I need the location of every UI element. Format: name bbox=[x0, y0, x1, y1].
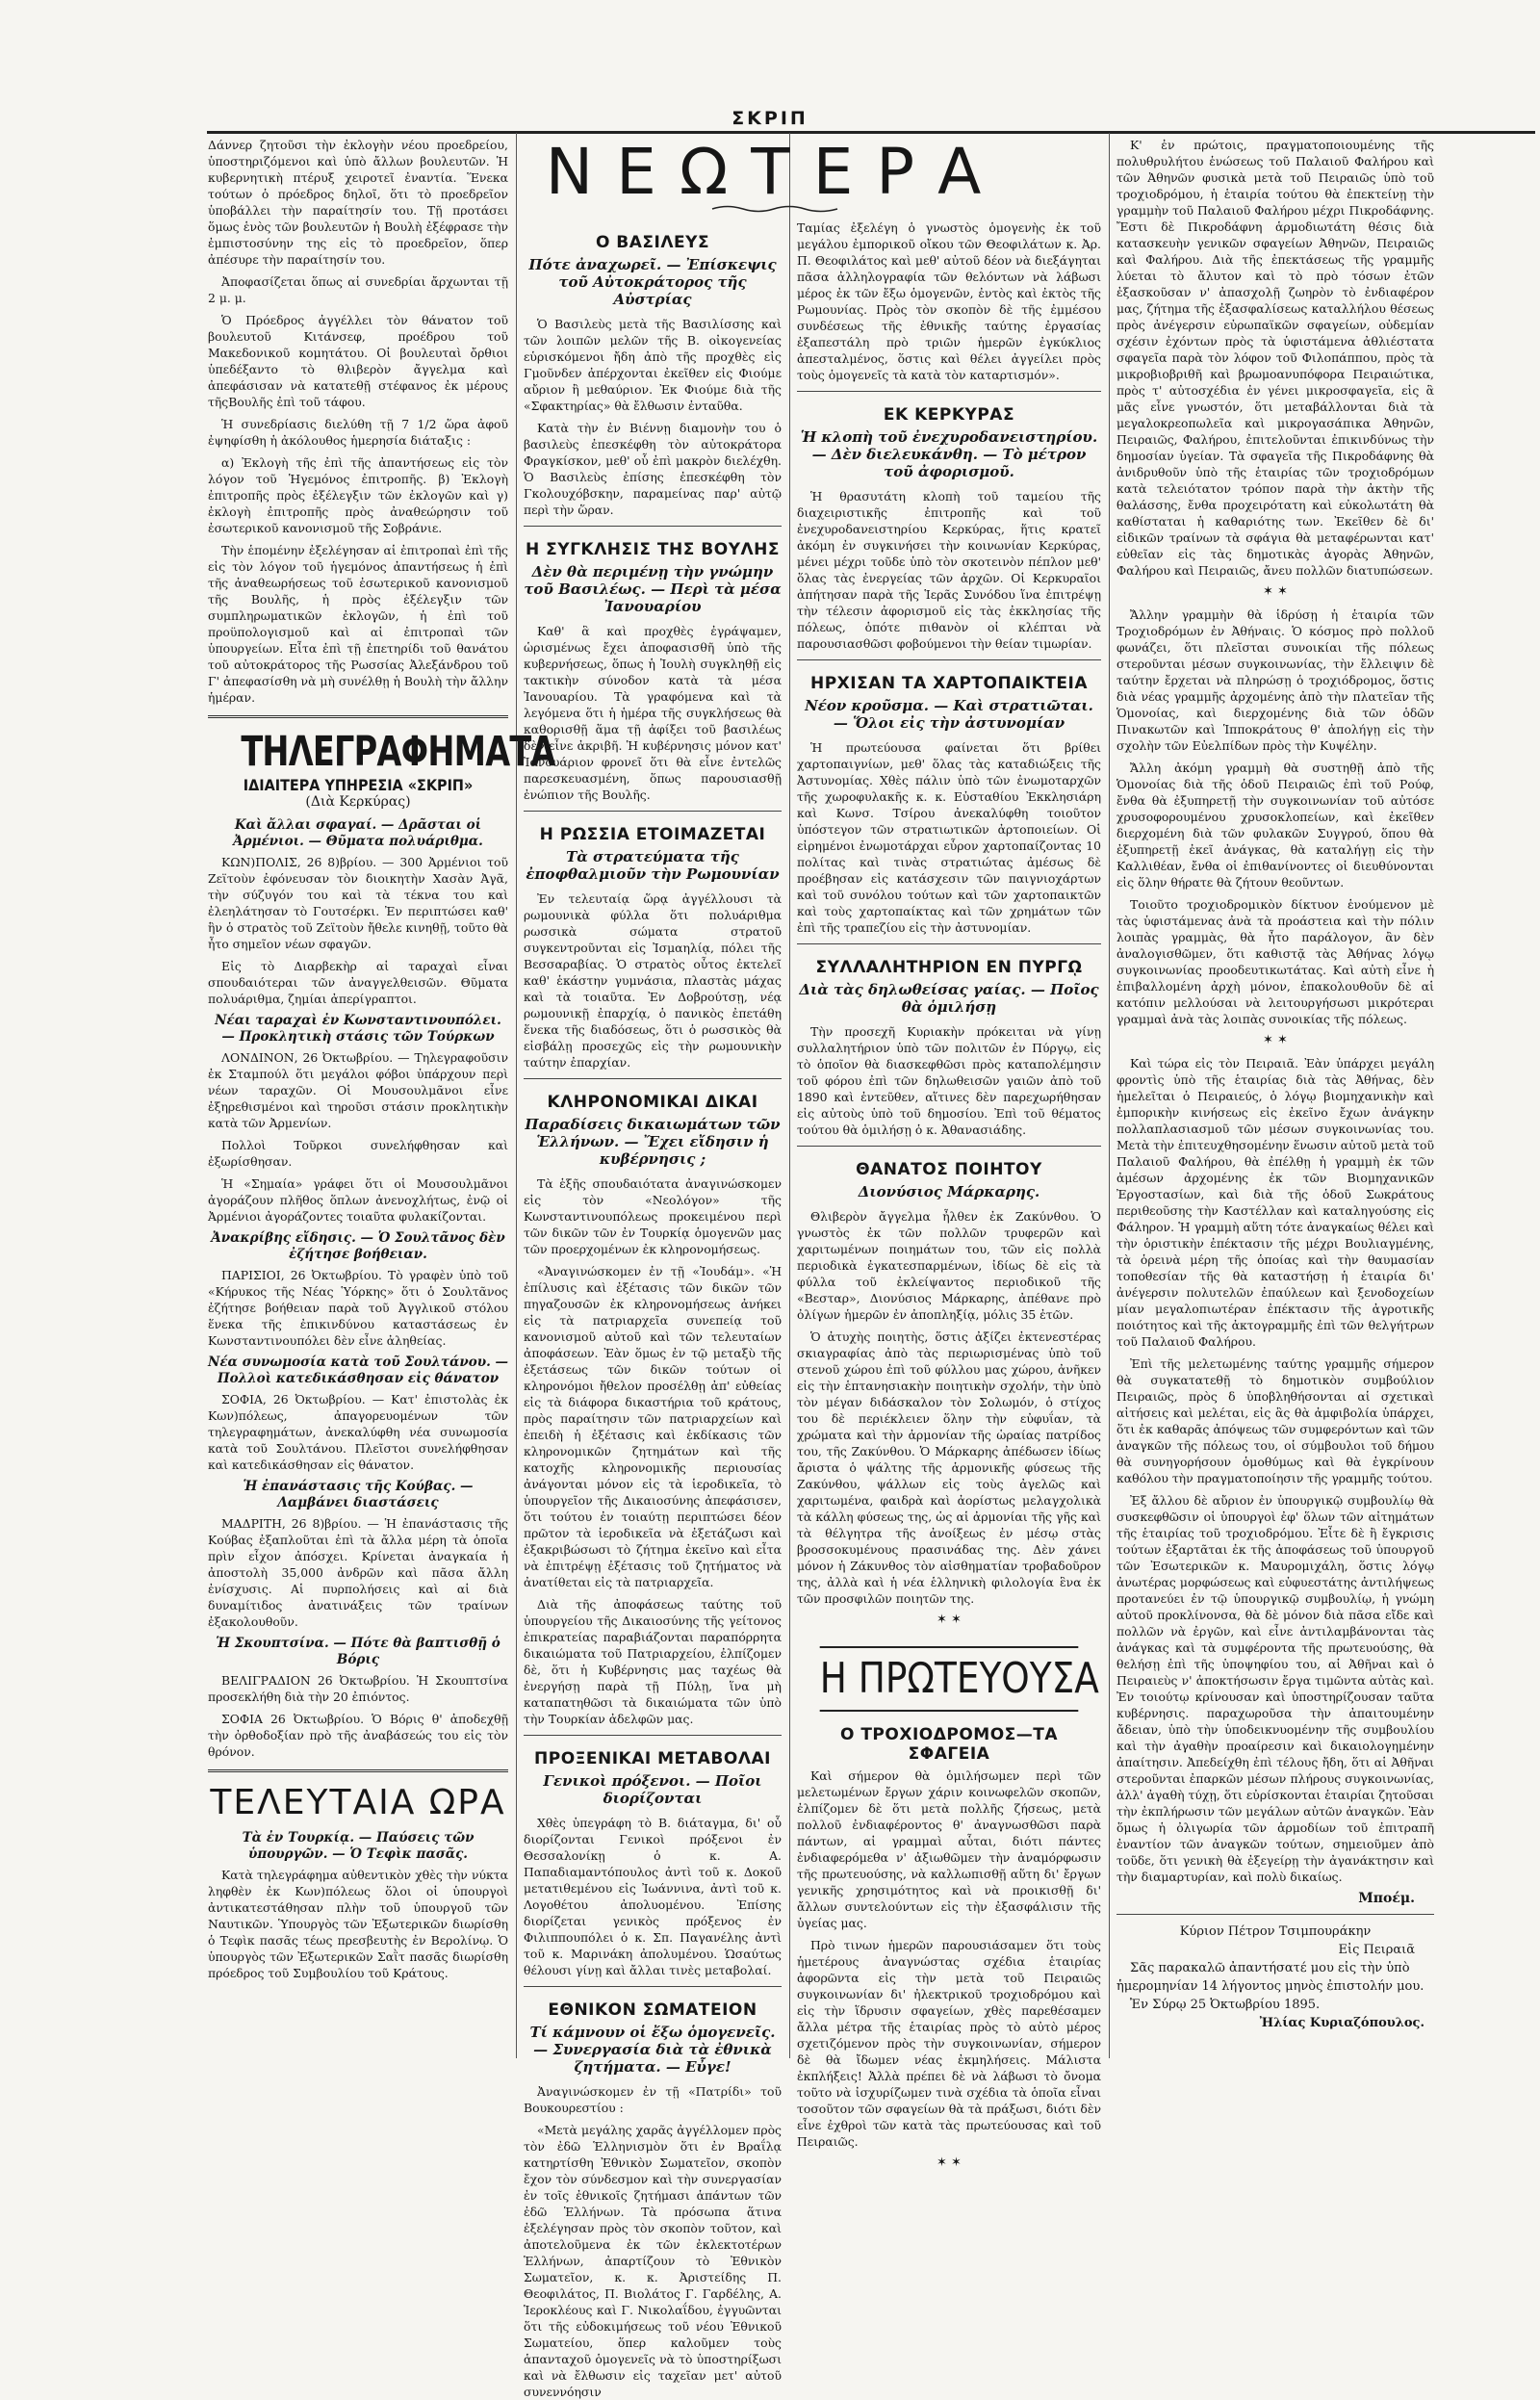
section-heading: ΗΡΧΙΣΑΝ ΤΑ ΧΑΡΤΟΠΑΙΚΤΕΙΑ bbox=[809, 674, 1089, 693]
subheading: Παραδίσεις δικαιωμάτων τῶν Ἑλλήνων. — Ἔχει εἴδησιν ἡ κυβέρνησις ; bbox=[525, 1116, 781, 1168]
column-3 bbox=[797, 219, 1101, 2170]
ornament-stars: ✶ ✶ bbox=[1263, 584, 1288, 599]
article-paragraph: ΣΟΦΙΑ, 26 Ὀκτωβρίου. — Κατ' ἐπιστολὰς ἐκ Κων)πόλεως, ἀπαγορευομένων τῶν τηλεγραφημάτων, ἀνεκαλύφθη νέα συνωμοσία κατὰ τοῦ Σουλτάνου. Πλεῖστοι συνελήφθησαν καὶ κατεδικάσθησαν εἰς θάνατον. bbox=[208, 1392, 508, 1472]
article-paragraph: Ἄλλην γραμμὴν θὰ ἱδρύσῃ ἡ ἑταιρία τῶν Τροχιοδρόμων ἐν Ἀθήναις. Ὁ κόσμος πρὸ πολλοῦ φωνάζει, ὅτι πλεῖσται συνοικίαι τῆς πόλεως στεροῦνται μέσων συγκοινωνίας, τὴν ἔλλειψιν δὲ ταύτην ἔρχεται νὰ πληρώσῃ ὁ τροχιόδρομος, ὅστις διὰ νέας γραμμῆς ἀρχομένης ἀπὸ τὴν πλατεῖαν τῆς Ὁμονοίας, καὶ διερχομένης διὰ τῶν ὁδῶν Πινακωτῶν καὶ Ἱπποκράτους θ' ἀπολήγῃ εἰς τὴν σχολὴν τῶν Εὐελπίδων πρὸς τὴν Κυψέλην. bbox=[1116, 607, 1434, 753]
running-head: ΣΚΡΙΠ bbox=[732, 108, 808, 129]
masthead-rule bbox=[207, 131, 1535, 134]
article-paragraph: Κατὰ τὴν ἐν Βιέννῃ διαμονὴν του ὁ βασιλεὺς ἐπεσκέφθη τὸν αὐτοκράτορα Φραγκίσκον, μεθ' οὗ ἐπὶ μακρὸν διελέχθη. Ὁ Βασιλεὺς ἐπίσης ἐπεσκέφθη τὸν Γκολουχόβσκην, παραμείνας παρ' αὐτῷ περὶ τὴν ὥραν. bbox=[524, 421, 782, 517]
article-paragraph: Ὁ Βασιλεὺς μετὰ τῆς Βασιλίσσης καὶ τῶν λοιπῶν μελῶν τῆς Β. οἰκογενείας εὑρισκόμενοι ἤδη ἀπὸ τῆς προχθὲς εἰς Γμοῦνδεν ἀπέρχονται ἐκεῖθεν εἰς Φιούμε αὔριον ἢ μεθαύριον. Ἐκ Φιούμε διὰ τῆς «Σφακτηρίας» θὰ ἔλθωσιν ἐνταῦθα. bbox=[524, 317, 782, 413]
section-heading: Ο ΒΑΣΙΛΕΥΣ bbox=[595, 233, 710, 252]
subheading: Ἡ Σκουπτσίνα. — Πότε θὰ βαπτισθῇ ὁ Βόρις bbox=[216, 1636, 500, 1667]
author-signature: Μποέμ. bbox=[1358, 1891, 1415, 1906]
section-rule bbox=[524, 1078, 782, 1079]
section-rule bbox=[1116, 1914, 1434, 1915]
telegraphs-via: (Διὰ Κερκύρας) bbox=[305, 794, 411, 810]
subheading: Καὶ ἄλλαι σφαγαί. — Δρᾶσται οἱ Ἀρμένιοι. — Θῦματα πολυάριθμα. bbox=[233, 817, 483, 849]
article-paragraph: ΚΩΝ)ΠΟΛΙΣ, 26 8)βρίου. — 300 Ἀρμένιοι τοῦ Ζεϊτοὺν ἐφόνευσαν τὸν διοικητὴν Χασὰν Ἀγᾶ, τὴν σύζυγόν του καὶ τὰ τέκνα του καὶ ἐλεηλάτησαν τὸ Γουτσέρκι. Ἐν περιπτώσει καθ' ἣν ὁ στρατὸς τοῦ Ζεϊτοὺν ἤθελε κινηθῇ, τοῦτο θὰ ἦτο σημεῖον νέων σφαγῶν. bbox=[208, 855, 508, 951]
article-paragraph: Θλιβερὸν ἄγγελμα ἦλθεν ἐκ Ζακύνθου. Ὁ γνωστὸς ἐκ τῶν πολλῶν τρυφερῶν καὶ χαριτωμένων ποιημάτων του, τῶν εἰς πολλὰ περιοδικὰ ἐγκατεσπαρμένων, ἰδίως δὲ εἰς τὰ φύλλα τοῦ ἐκλείψαντος περιοδικοῦ τῆς «Βεσταρ», Διονύσιος Μάρκαρης, ἀπέθανε πρὸ ὀλίγων ἡμερῶν ἐν ἀποπληξίᾳ, μόλις 35 ἐτῶν. bbox=[797, 1209, 1101, 1322]
section-heading: Η ΣΥΓΚΛΗΣΙΣ ΤΗΣ ΒΟΥΛΗΣ bbox=[526, 540, 780, 559]
article-paragraph: «Ἀναγινώσκομεν ἐν τῇ «Ἰουδάμ». «Ἡ ἐπίλυσις καὶ ἐξέτασις τῶν δικῶν τῶν πηγαζουσῶν ἐκ κληρονομήσεως ἀνήκει εἰς τὰ πατριαρχεῖα συνεπείᾳ τοῦ κανονισμοῦ αὐτοῦ καὶ τῶν τελευταίων ἀποφάσεων. Ἐὰν ὅμως ἐν τῷ μεταξὺ τῆς ἐξετάσεως τῶν δικῶν τούτων οἱ κληρονόμοι ἤθελον προσέλθῃ ἀπ' εὐθείας εἰς τὰ διάφορα δικαστήρια τοῦ κράτους, πρὸς παραίτησιν τῶν πατριαρχείων καὶ ἐπειδὴ ἡ ἐξέτασις καὶ ἐκδίκασις τῶν κληρονομικῶν ζητημάτων καὶ τῆς κατοχῆς κληρονομικῆς περιουσίας ἀνάγονται μόνον εἰς τὰ ἱεροδικεῖα, τὸ ὑπουργεῖον τῆς Δικαιοσύνης ἀπεφάσισεν, ὅτι τούτου ἐν τοιαύτῃ περιπτώσει δέον πρῶτον τὰ ἱεροδικεῖα νὰ ἐξετάζωσι καὶ ἐξακριβώσωσι τὸ ζήτημα ἐκεῖνο καὶ εἶτα νὰ ἐπιτρέψῃ ἐξέτασις τοῦ ζητήματος νὰ ἀνατίθεται εἰς τὰ πατριαρχεῖα. bbox=[524, 1264, 782, 1589]
lasthour-title: ΤΕΛΕΥΤΑΙΑ ΩΡΑ bbox=[210, 1783, 506, 1822]
article-paragraph: Ἡ συνεδρίασις διελύθη τῇ 7 1/2 ὥρα ἀφοῦ ἐψηφίσθη ἡ ἀκόλουθος ἡμερησία διάταξις : bbox=[208, 417, 508, 448]
article-paragraph: ΠΑΡΙΣΙΟΙ, 26 Ὀκτωβρίου. Τὸ γραφὲν ὑπὸ τοῦ «Κήρυκος τῆς Νέας Ὑόρκης» ὅτι ὁ Σουλτᾶνος ἐζήτησε βοήθειαν παρὰ τοῦ Ἀγγλικοῦ στόλου ἕνεκα τῆς ἐπικινδύνου καταστάσεως ἐν Κωνσταντινουπόλει δὲν εἶνε ἀληθείας. bbox=[208, 1268, 508, 1348]
column-rule bbox=[789, 133, 790, 2058]
article-paragraph: Χθὲς ὑπεγράφη τὸ Β. διάταγμα, δι' οὗ διορίζονται Γενικοὶ πρόξενοι ἐν Θεσσαλονίκῃ ὁ κ. Α. Παπαδιαμαντόπουλος ἀντὶ τοῦ κ. Δοκοῦ μετατιθεμένου εἰς Ἰωάννινα, ἀντὶ τοῦ κ. Λογοθέτου ἀπολυομένου. Ἐπίσης διορίζεται γενικὸς πρόξενος ἐν Φιλιππουπόλει ὁ κ. Σπ. Παγανέλης ἀντὶ τοῦ κ. Μαρινάκη ἀπολυμένου. Ὡσαύτως θέλουσι γίνῃ καὶ ἄλλαι τινὲς μεταβολαί. bbox=[524, 1816, 782, 1977]
ornament-stars: ✶ ✶ bbox=[937, 2155, 962, 2170]
subheading: Τί κάμνουν οἱ ἔξω ὁμογενεῖς. — Συνεργασία διὰ τὰ ἐθνικὰ ζητήματα. — Εὖγε! bbox=[529, 2024, 776, 2076]
article-paragraph: Πολλοὶ Τοῦρκοι συνελήφθησαν καὶ ἐξωρίσθησαν. bbox=[208, 1138, 508, 1169]
column-2 bbox=[524, 219, 782, 2399]
article-paragraph: Ταμίας ἐξελέγη ὁ γνωστὸς ὁμογενὴς ἐκ τοῦ μεγάλου ἐμπορικοῦ οἴκου τῶν Θεοφιλάτων κ. Ἀρ. Π. Θεοφιλάτος καὶ μεθ' αὐτοῦ δέον νὰ διεξάγηται πᾶσα ἀλληλογραφία τῶν θελόντων νὰ λάβωσι μέρος ἐκ τῶν ἔξω ὁμογενῶν, ἐντὸς καὶ ἐκτὸς τῆς Ρωμουνίας. Πρὸς τὸν σκοπὸν δὲ τῆς ἐμμέσου συνδέσεως τῆς ἐθνικῆς ταύτης ἐργασίας ἐξαπεστάλη πρὸ τριῶν ἡμερῶν ἐγκύκλιος ἀπεσταλμένος, ὅστις καὶ θέλει ἀγγείλει πρὸς τοὺς ὁμογενεῖς τὰ κατὰ τὸν καταρτισμόν». bbox=[797, 220, 1101, 382]
section-heading: ΕΘΝΙΚΟΝ ΣΩΜΑΤΕΙΟΝ bbox=[548, 2000, 757, 2020]
article-paragraph: Πρὸ τινων ἡμερῶν παρουσιάσαμεν ὅτι τοὺς ἡμετέρους ἀναγνώστας σχέδια ἑταιρίας ἀφορῶντα εἰς τὴν μετὰ τοῦ Πειραιῶς συγκοινωνίαν δι' ἠλεκτρικοῦ τροχιοδρόμου καὶ εἰς τὴν ἵδρυσιν σφαγείων, χθὲς παρεθέσαμεν ἄλλα μέτρα τῆς ἑταιρίας πρὸς τὸ αὐτὸ μέρος σχετιζόμενον πρὸς τὴν συγκοινωνίαν, σήμερον δὲ θὰ ἴδωμεν νέας ἐκμηλήσεις. Μάλιστα ἐκπλήξεις! Ἀλλὰ πρέπει δὲ νὰ λάβωσι τὸ ὄνομα τοῦτο νὰ ἰσχυρίζωμεν τινὰ σχέδια τὰ ὁποῖα εἶναι τοσοῦτον τῶν σφαγείων θὰ τὰ πράξωσι, διότι δὲν εἶνε ἐχθροὶ τῶν κατὰ τὰς πρωτεύουσας καὶ τοῦ Πειραιῶς. bbox=[797, 1938, 1101, 2149]
article-paragraph: α) Ἐκλογὴ τῆς ἐπὶ τῆς ἀπαντήσεως εἰς τὸν λόγον τοῦ Ἡγεμόνος ἐπιτροπῆς. β) Ἐκλογὴ ἐπιτροπῆς πρὸς ἐξέλεγξιν τῶν ἐκλογῶν καὶ γ) ἐκλογὴ ἐπιτροπῆς πρὸς ἀναθεώρησιν τοῦ ἐσωτερικοῦ κανονισμοῦ τῆς Σοβράνιε. bbox=[208, 455, 508, 535]
article-paragraph: Ὁ Πρόεδρος ἀγγέλλει τὸν θάνατον τοῦ βουλευτοῦ Κιτάνσεφ, προέδρου τοῦ Μακεδονικοῦ κομητάτου. Οἱ βουλευταὶ ὄρθιοι ὑπεδέξαντο τὸ θλιβερὸν ἄγγελμα καὶ ἀπεφάσισαν νὰ κατατεθῇ στέφανος ἐκ μέρους τῆςΒουλῆς ἐπὶ τοῦ τάφου. bbox=[208, 313, 508, 409]
column-4 bbox=[1116, 137, 1434, 2139]
article-paragraph: Ἄλλη ἀκόμη γραμμὴ θὰ συστηθῇ ἀπὸ τῆς Ὁμονοίας διὰ τῆς ὁδοῦ Πειραιῶς ἐπὶ τοῦ Ρούφ, ἔνθα θὰ ἐξυπηρετῇ τὴν συγκοινωνίαν τοῦ αὐτόσε χρυσοφορουμένου χρυσοκλοπείων, καὶ ἐκεῖθεν διερχομένη διὰ τῶν φυλακῶν Συγγρού, ὅπου θὰ ἐξυπηρετῇ ἐκεῖ ἀνάγκας, θὰ καταλήγῃ εἰς τὴν Καλλιθέαν, ἔνθα οἱ ἐπιθανίνοντες οἱ διευθύνονται εἰς ὅλην θήρατε θὰ ζήτουν θεοῦντων. bbox=[1116, 761, 1434, 890]
column-rule bbox=[516, 133, 517, 2058]
article-paragraph: Ἡ «Σημαία» γράφει ὅτι οἱ Μουσουλμᾶνοι ἀγοράζουν πλῆθος ὅπλων ἀνενοχλήτως, ἐνῷ οἱ Ἀρμένιοι ἀγοράζοντες τοιαῦτα φυλακίζονται. bbox=[208, 1176, 508, 1224]
article-paragraph: Καὶ σήμερον θὰ ὁμιλήσωμεν περὶ τῶν μελετωμένων ἔργων χάριν κοινωφελῶν σκοπῶν, ἐλπίζομεν δὲ ὅτι μετὰ πολλῆς ζήσεως, μετὰ πολλοῦ ἐνδιαφέροντος θ' ἀναγνωσθῶσι παρὰ πάντων, αἱ γραμμαὶ αὗται, διότι πάντες ἐνδιαφερόμεθα ν' ἀξιωθῶμεν τὴν ἀναμόρφωσιν τῆς πρωτευούσης, νὰ καλλωπισθῇ αὕτη δι' ἔργων γενικῆς χρησιμότητος καὶ νὰ προικισθῇ δι' ἄλλων συντελούντων εἰς τὴν ἐξασφάλισιν τῆς ὑγείας μας. bbox=[797, 1768, 1101, 1930]
article-paragraph: Ἡ θρασυτάτη κλοπὴ τοῦ ταμείου τῆς διαχειριστικῆς ἐπιτροπῆς καὶ τοῦ ἐνεχυροδανειστηρίου Κερκύρας, ἥτις κρατεῖ ἀκόμη ἐν συγκινήσει τὴν κοινωνίαν Κερκύρας, μένει μέχρι τοῦδε ὑπὸ τὸν σκοτεινὸν πέπλον μεθ' ὅλας τὰς ἐνεργείας τῶν ἀρχῶν. Οἱ Κερκυραῖοι ἀπήτησαν παρὰ τῆς Ἱερᾶς Συνόδου ἵνα ἐπιτρέψῃ τὴν τέλεσιν ἀφορισμοῦ εἰς τὰς ἐκκλησίας τῆς πόλεως, ὁπότε πιθανὸν οἱ κλέπται νὰ παρουσιασθῶσι φοβούμενοι τὴν θείαν τιμωρίαν. bbox=[797, 489, 1101, 651]
article-paragraph: Ὁ ἀτυχὴς ποιητὴς, ὅστις ἀξίζει ἐκτενεστέρας σκιαγραφίας ἀπὸ τὰς περιωρισμένας ὑπὸ τοῦ στενοῦ χώρου ἐπὶ τοῦ φύλλου μας χώρου, ἀνῆκεν εἰς τὴν ἑπτανησιακὴν ποιητικὴν σχολήν, τὴν ὑπὸ τὸν μέγαν διδάσκαλον τὸν Σολωμόν, ὁ στίχος του δὲ περιέκλειεν ὅλην τὴν εὐφυΐαν, τὰ χρώματα καὶ τὴν ἁρμονίαν τῆς ὡραίας πατρίδος του, τῆς Ζακύνθου. Ὁ Μάρκαρης ἀπέδωσεν ἰδίως ἄριστα ὁ ψάλτης τῆς ἁρμονικῆς φύσεως τῆς Ζακύνθου, ψάλλων εἰς τοὺς ἀγελῶς καὶ χαριτωμένα, φαιδρὰ καὶ ἀορίστως μελαγχολικὰ τὰ κάλλη φύσεως της, ὡς αἱ ἀρμονίαι τῆς γῆς καὶ τὰ θέλγητρα τῆς ἀνοίξεως ἐν μέσῳ στὰς βροσσοκυμένους πρασινάδας της. Δὲν χάνει μόνον ἡ Ζάκυνθος τὸν αἰσθηματίαν τροβαδοῦρον της, ἀλλὰ καὶ ἡ νέα ἑλληνικὴ φιλολογία ἓνα ἐκ τῶν προσφιλῶν ποιητῶν της. bbox=[797, 1329, 1101, 1606]
letter-date: Ἐν Σύρῳ 25 Ὀκτωβρίου 1895. bbox=[1130, 1998, 1321, 2012]
section-divider bbox=[208, 1769, 508, 1772]
article-paragraph: Ἐν τελευταίᾳ ὥρᾳ ἀγγέλλουσι τὰ ρωμουνικὰ φύλλα ὅτι πολυάριθμα ρωσσικὰ σώματα στρατοῦ συγκεντροῦνται εἰς Ἰσμαηλίᾳ, πόλει τῆς Βεσσαραβίας. Ὁ στρατὸς οὗτος ἐκτελεῖ καθ' ἑκάστην γυμνάσια, πλαστὰς μάχας καὶ τὰ τοιαῦτα. Ἐν Δοβρούτσῃ, νέᾳ ρωμουνικῇ ἐπαρχίᾳ, ὁ πανικὸς ἐπετάθη ἕνεκα τῆς διαδόσεως, ὅτι ὁ ρωσσικὸς θὰ εἰσβάλῃ προσεχῶς εἰς τὴν ρωμουνικὴν ταύτην ἐπαρχίαν. bbox=[524, 891, 782, 1070]
subheading: Νέαι ταραχαὶ ἐν Κωνσταντινουπόλει. — Προκλητικὴ στάσις τῶν Τούρκων bbox=[215, 1013, 501, 1045]
subheading: Ἡ κλοπὴ τοῦ ἐνεχυροδανειστηρίου. — Δὲν διελευκάνθη. — Τὸ μέτρον τοῦ ἀφορισμοῦ. bbox=[800, 428, 1098, 480]
article-paragraph: Καθ' ἃ καὶ προχθὲς ἐγράψαμεν, ὡρισμένως ἔχει ἀποφασισθῆ ὑπὸ τῆς κυβερνήσεως, ὅπως ἡ Ἰουλὴ συγκληθῇ εἰς τακτικὴν σύνοδον κατὰ τὰ μέσα Ἰανουαρίου. Τὰ γραφόμενα καὶ τὰ λεγόμενα ὅτι ἡ ἡμέρα τῆς συγκλήσεως θὰ καθορισθῇ ἅμα τῇ ἀφίξει τοῦ βασιλέως δὲν εἶνε ἀκριβῆ. Ἡ κυβέρνησις μόνον κατ' Ἰανουάριον φρονεῖ ὅτι θὰ εἶνε ἐντελῶς παρεσκευασμένη, ὅπως παρουσιασθῇ ἐνώπιον τῆς Βουλῆς. bbox=[524, 624, 782, 802]
subheading: Ἀνακρίβης εἴδησις. — Ὁ Σουλτᾶνος δὲν ἐζήτησε βοήθειαν. bbox=[211, 1230, 505, 1262]
article-paragraph: Ἀποφασίζεται ὅπως αἱ συνεδρίαι ἄρχωνται τῇ 2 μ. μ. bbox=[208, 274, 508, 305]
article-paragraph: ΛΟΝΔΙΝΟΝ, 26 Ὀκτωβρίου. — Τηλεγραφοῦσιν ἐκ Σταμπούλ ὅτι μεγάλοι φόβοι ὑπάρχουν περὶ νέων ταραχῶν. Οἱ Μουσουλμᾶνοι εἶνε ἐξηρεθισμένοι καὶ τηροῦσι στάσιν προκλητικὴν κατὰ τῶν Ἀρμενίων. bbox=[208, 1050, 508, 1130]
article-paragraph: Τὴν ἑπομένην ἐξελέγησαν αἱ ἐπιτροπαὶ ἐπὶ τῆς εἰς τὸν λόγον τοῦ ἡγεμόνος ἀπαντήσεως ἡ ἐπὶ τῆς ἀναθεωρήσεως τοῦ ἐσωτερικοῦ κανονισμοῦ τῆς Βουλῆς, ἡ πρὸς ἐξέλεγξιν τῶν συμπληρωματικῶν ἐκλογῶν, ἡ ἐπὶ τοῦ προϋπολογισμοῦ καὶ αἱ ἐπιτροπαὶ τῶν ὑπουργείων. Εἶτα ἐπὶ τῇ ἐπετηρίδι τοῦ θανάτου τοῦ αὐτοκράτορος τῆς Ρωσσίας Ἀλεξάνδρου τοῦ Γ' ἀπεφασίσθη νὰ μὴ συνέλθῃ ἡ Βουλὴ τὴν ἄλλην ἡμέραν. bbox=[208, 543, 508, 705]
article-paragraph: Τὰ ἑξῆς σπουδαιότατα ἀναγινώσκομεν εἰς τὸν «Νεολόγον» τῆς Κωνσταντινουπόλεως προκειμένου περὶ τῶν δικῶν τῶν ἐν Τουρκίᾳ ὁμογενῶν μας τῶν προερχομένων ἐκ κληρονομήσεως. bbox=[524, 1176, 782, 1256]
article-paragraph: Ἐπὶ τῆς μελετωμένης ταύτης γραμμῆς σήμερον θὰ συγκατατεθῇ τὸ δημοτικὸν συμβούλιον Πειραιῶς, πρὸς δ ὑποβληθήσονται αἱ σχετικαὶ αἰτήσεις καὶ μελέται, εἰς ἃς θὰ ἀμφιβολία ὑπάρχει, ὅτι ἐκ καθαρᾶς ἀπόψεως τῶν συμφερόντων καὶ τῶν ἀναγκῶν τῆς πόλεως του, οἱ σύμβουλοι τοῦ δήμου θὰ συνηγορήσουν ὁμοθύμως καὶ θὰ ἐγκρίνουν καθόλου τὴν πραγματοποίησιν τῆς γραμμῆς τούτου. bbox=[1116, 1356, 1434, 1485]
section-rule bbox=[797, 1146, 1101, 1147]
article-paragraph: Ἡ πρωτεύουσα φαίνεται ὅτι βρίθει χαρτοπαιγνίων, μεθ' ὅλας τὰς καταδιώξεις τῆς Ἀστυνομίας. Χθὲς πάλιν ὑπὸ τῶν ἐνωμοταρχῶν τῆς χωροφυλακῆς κ. κ. Εὐσταθίου Ἐκκλησιάρη καὶ Κωνσ. Τσίρου ἀνεκαλύφθη τοιοῦτον ὑπόστεγον τῶν στρατιωτικῶν ἀρτοποιείων. Οἱ εἰρημένοι ἐνωμοτάρχαι εὗρον χαρτοπαίζοντας 10 πολίτας καὶ τινὰς στρατιώτας ἀμέσως δὲ προέβησαν εἰς κατάσχεσιν τῶν παιγνιοχάρτων καὶ τοῦ συνόλου τούτων καὶ τῶν χαρτοπαικτῶν καὶ τοὺς χαρτοπαίκτας καὶ τῶν χρημάτων τῶν ἐπὶ τῆς τραπεζίου εἰς τὴν ἀστυνομίαν. bbox=[797, 740, 1101, 935]
article-paragraph: Εἰς τὸ Διαρβεκὴρ αἱ ταραχαὶ εἶναι σπουδαιότεραι τῶν ἀναγγελθεισῶν. Θῦματα πολυάριθμα, ζημίαι ἀπερίγραπτοι. bbox=[208, 959, 508, 1006]
ornament-stars: ✶ ✶ bbox=[937, 1613, 962, 1627]
subheading: Τὰ ἐν Τουρκίᾳ. — Παύσεις τῶν ὑπουργῶν. — Ὁ Τεφὶκ πασᾶς. bbox=[242, 1830, 475, 1862]
article-paragraph: Κατὰ τηλεγράφημα αὐθεντικὸν χθὲς τὴν νύκτα ληφθὲν ἐκ Κων)πόλεως ὅλοι οἱ ὑπουργοὶ ἀντικατεστάθησαν πλὴν τοῦ ὑπουργοῦ τῶν Ναυτικῶν. Ὑπουργὸς τῶν Ἐξωτερικῶν διωρίσθη ὁ Τεφὶκ πασᾶς τέως πρεσβευτὴς ἐν Βερολίνῳ. Ὁ ὑπουργὸς τῶν Ἐξωτερικῶν Σαῒτ πασᾶς διωρίσθη πρόεδρος τοῦ Συμβουλίου τοῦ Κράτους. bbox=[208, 1868, 508, 1980]
letter-recipient: Κύριον Πέτρον Τσιμπουράκην bbox=[1179, 1924, 1372, 1939]
article-paragraph: ΣΟΦΙΑ 26 Ὀκτωβρίου. Ὁ Βόρις θ' ἀποδεχθῇ τὴν ὀρθοδοξίαν πρὸ τῆς ἀναβάσεώς του εἰς τὸν θρόνον. bbox=[208, 1712, 508, 1759]
article-paragraph: Δάννερ ζητοῦσι τὴν ἐκλογὴν νέου προεδρείου, ὑποστηριζόμενοι καὶ ὑπὸ ἄλλων βουλευτῶν. Ἡ κυβερνητικὴ πτέρυξ χειροτεῖ ἐναντία. Ἕνεκα τούτων ὁ πρόεδρος δηλοῖ, ὅτι τὸ προεδρεῖον ὑποβάλλει τὴν παραίτησίν του. Τῇ προτάσει ὅμως ἑνὸς τῶν βουλευτῶν ἡ Βουλὴ ἐξέφρασε τὴν ἐμπιστοσύνην της εἰς τὸ προεδρεῖον, ὅπερ ἀπέσυρε τὴν παραίτησίν του. bbox=[208, 138, 508, 267]
section-rule bbox=[524, 1735, 782, 1736]
ornament-flourish bbox=[712, 204, 837, 214]
ornament-stars: ✶ ✶ bbox=[1263, 1033, 1288, 1047]
article-paragraph: Τὴν προσεχῆ Κυριακὴν πρόκειται νὰ γίνῃ συλλαλητήριον ὑπὸ τῶν πολιτῶν ἐν Πύργῳ, εἰς τὸ ὁποῖον θὰ διασκεφθῶσι πρὸς καταπολέμησιν τοῦ φόρου ἐπὶ τῶν δηλωθεισῶν γαιῶν ἀπὸ τοῦ 1890 καὶ ἐντεῦθεν, αἵτινες δὲν παρεχωρήθησαν εἰς αὐτοὺς ὑπὸ τοῦ δημοσίου. Ἐπὶ τοῦ θέματος τούτου θὰ ὁμιλήσῃ ὁ κ. Ἀθανασιάδης. bbox=[797, 1024, 1101, 1137]
section-rule bbox=[797, 391, 1101, 392]
article-paragraph: ΒΕΛΙΓΡΑΔΙΟΝ 26 Ὀκτωβρίου. Ἡ Σκουπτσίνα προσεκλήθη διὰ τὴν 20 ἐπιόντος. bbox=[208, 1673, 508, 1704]
neotera-title: ΝΕΩΤΕΡΑ bbox=[545, 135, 1005, 209]
subheading: Τὰ στρατεύματα τῆς ἐποφθαλμιοῦν τὴν Ρωμουνίαν bbox=[526, 848, 780, 883]
letter-body: Σᾶς παρακαλῶ ἀπαντήσατέ μου εἰς τὴν ὑπὸ ἡμερομηνίαν 14 λήγοντος μηνὸς ἐπιστολήν μου. bbox=[1116, 1961, 1424, 1994]
section-rule bbox=[524, 526, 782, 527]
letter-place: Εἰς Πειραιᾶ bbox=[1338, 1943, 1415, 1957]
notice-letter bbox=[1116, 1923, 1434, 2032]
section-rule bbox=[524, 1986, 782, 1987]
letter-sender: Ἠλίας Κυριαζόπουλος. bbox=[1259, 2016, 1424, 2030]
section-rule bbox=[524, 811, 782, 812]
section-heading: Ο ΤΡΟΧΙΟΔΡΟΜΟΣ—ΤΑ ΣΦΑΓΕΙΑ bbox=[839, 1725, 1059, 1764]
telegraphs-title: ΤΗΛΕΓΡΑΦΗΜΑΤΑ bbox=[241, 728, 555, 776]
subheading: Δὲν θὰ περιμένῃ τὴν γνώμην τοῦ Βασιλέως. — Περὶ τὰ μέσα Ἰανουαρίου bbox=[524, 563, 782, 615]
subheading: Νέα συνωμοσία κατὰ τοῦ Σουλτάνου. — Πολλοὶ κατεδικάσθησαν εἰς θάνατον bbox=[208, 1355, 508, 1386]
article-paragraph: Διὰ τῆς ἀποφάσεως ταύτης τοῦ ὑπουργείου τῆς Δικαιοσύνης τῆς γείτονος ἐπικρατείας παραβιάζονται παραπόρρητα δικαιώματα τοῦ Πατριαρχείου, ἐλπίζομεν δὲ, ὅτι ἡ Κυβέρνησις μας ταχέως θὰ ἐνεργήσῃ παρὰ τῇ Πύλῃ, ἵνα μὴ καταπατηθῶσι τὰ δικαιώματα τῶν ὑπὸ τὴν Τουρκίαν ἀδελφῶν μας. bbox=[524, 1597, 782, 1726]
subheading: Διὰ τὰς δηλωθείσας γαίας. — Ποῖος θὰ ὁμιλήσῃ bbox=[799, 981, 1099, 1016]
section-heading: ΠΡΟΞΕΝΙΚΑΙ ΜΕΤΑΒΟΛΑΙ bbox=[534, 1749, 771, 1768]
section-heading: ΣΥΛΛΑΛΗΤΗΡΙΟΝ ΕΝ ΠΥΡΓῼ bbox=[815, 958, 1083, 977]
section-heading: ΚΛΗΡΟΝΟΜΙΚΑΙ ΔΙΚΑΙ bbox=[547, 1093, 758, 1112]
article-paragraph: Ἐξ ἄλλου δὲ αὔριον ἐν ὑπουργικῷ συμβουλίῳ θὰ συσκεφθῶσιν οἱ ὑπουργοὶ ἐφ' ὅλων τῶν αἰτημάτων τῆς ἑταιρίας τοῦ τροχιοδρόμου. Ἐἶτε δὲ ἢ ἔγκρισις τούτων ἐξαρτᾶται ἐκ τῆς ἀποφάσεως τοῦ ὑπουργοῦ τῶν Ἐσωτερικῶν κ. Μαυρομιχάλη, ὅστις λόγῳ ἀνωτέρας μορφώσεως καὶ εὐφυεστάτης ἀντιλήψεως προτανεύει ἐν τῷ ὑπουργικῷ συμβουλίῳ, ἡ γνώμη αὐτοῦ προκλίνονσα, θὰ δὲ μόνον διὰ πᾶσα εἴδε καὶ πολλῶν νὰ ἐργῶν, καὶ εἶνε ἀντιλαμβάνονται τὰς ἀνάγκας καὶ τὰ συμφέροντα τῆς πρωτευούσης, θὰ θελήσῃ ἐπὶ τῆς ὑποψηφίου του, αἱ Ἀθῆναι καὶ ὁ Πειραιεὺς ν' ἀποκτήσωσιν ἔργα τιμῶντα αὐτὰς καὶ. Ἐν τοιούτῳ κρίνουσαν καὶ ὑποστηρίζουσαν ταῦτα κυβέρνησις. παραχωροῦσα τὴν ἀπαιτουμένην ἄδειαν, ὑπὸ τὴν ὑποδεικνυομένην τῆς συμβουλίου καὶ τὴν ἀγαθὴν προαίρεσιν καὶ δικαιολογημένην ἀπαίτησιν. Ἀπεδείχθη ἐπὶ τέλους ἤδη, ὅτι αἱ Ἀθῆναι στεροῦνται ἐπαρκῶν μέσων πλήρους συγκοινωνίας, ἀλλ' ἀγαθὴ τύχῃ, ὅτι εὐρίσκονται ἑταιρίαι ζητοῦσαι τὴν ἐκπλήρωσιν τῶν μεγάλων αὐτῶν ἀναγκῶν. Ἐὰν ὅμως ἡ ὀλιγωρία τῶν ἁρμοδίων τοῦ ἐπιτραπῆ ἐναντίον τῶν ἀναγκῶν τούτων, σημειοῦμεν ἀπὸ τοῦδε, ὅτι γενικὴ θὰ ἐξεγείρῃ τὴν ἀγανάκτησιν καὶ τὴν διαμαρτυρίαν, καὶ πολὺ δικαίως. bbox=[1116, 1493, 1434, 1884]
article-paragraph: «Μετὰ μεγάλης χαρᾶς ἀγγέλλομεν πρὸς τὸν ἐδῶ Ἑλληνισμὸν ὅτι ἐν Βραΐλᾳ κατηρτίσθη Ἐθνικὸν Σωματεῖον, σκοπὸν ἔχον τὸν σύνδεσμον καὶ τὴν συνεργασίαν ἐν τοῖς ἐθνικοῖς ζητήμασι ἁπάντων τῶν ἐδῶ Ἑλλήνων. Τὰ πρόσωπα ἅτινα ἐξελέγησαν πρὸς τὸν σκοπὸν τοῦτον, καὶ ἀποτελοῦμενα ἐκ τῶν ἐκλεκτοτέρων Ἑλλήνων, ἀπαρτίζουν τὸ Ἐθνικὸν Σωματεῖον, κ. κ. Ἀριστείδης Π. Θεοφιλάτος, Π. Βιολάτος Γ. Γαρδέλης, Α. Ἱεροκλέους καὶ Γ. Νικολαΐδου, ἐγγυῶνται ὅτι τῆς εὐδοκιμήσεως τοῦ νέου Ἐθνικοῦ Σωματείου, ὅπερ καλοῦμεν τοὺς ἁπανταχοῦ ὁμογενεῖς νὰ τὸ ὑποστηρίξωσι καὶ νὰ ἔλθωσιν εἰς ταχεῖαν μετ' αὐτοῦ συνεννόησιν bbox=[524, 2123, 782, 2399]
subheading: Ἡ ἐπανάστασις τῆς Κούβας. — Λαμβάνει διαστάσεις bbox=[243, 1479, 474, 1510]
subheading: Πότε ἀναχωρεῖ. — Ἐπίσκεψις τοῦ Αὐτοκράτορος τῆς Αὐστρίας bbox=[528, 256, 777, 308]
article-paragraph: Καὶ τώρα εἰς τὸν Πειραιᾶ. Ἐὰν ὑπάρχει μεγάλη φροντὶς ὑπὸ τῆς ἑταιρίας διὰ τὰς Ἀθήνας, δὲν ἠμελεῖται ὁ Πειραιεύς, ὁ λόγῳ βιομηχανικὴν καὶ ἐμπορικὴν κινήσεως εἰς ἐκεῖνο ἔχων ἀνάγκην πολλαπλασιασμοῦ τῶν μέσων συγκοινωνίας του. Μετὰ τὴν ἐπιτευχθησομένην ἕνωσιν αὐτοῦ μετὰ τοῦ Παλαιοῦ Φαλήρου, θὰ ἐπέλθῃ ἡ γραμμὴ ἐκ τῶν ἀμέσων ἀρχομένης ἐκ τῶν Βιομηχανικῶν Ἐργοστασίων, καὶ διὰ τῆς ὁδοῦ Σωκράτους περιθεοῦσης τὴν Καστέλλαν καὶ καταληγούσης εἰς Φάληρον. Ἡ γραμμὴ αὕτη τότε ἀναγκαίως θέλει καὶ τὴν ὁριστικὴν ἐπέκτασιν τῆς μέχρι Βουλιαγμένης, τὰ ὁρεινὰ μέρη τῆς ὁποίας καὶ τὴν θαυμασίαν τοποθεσίαν τῆς θὰ καταστήσῃ ἡ ἑταιρία δι' ἀνέγερσιν πολυτελῶν ἐπαύλεων καὶ ξενοδοχείων μίαν μεγαλοπιωτέραν ἐπέκτασιν τῆς ἀγροτικῆς ποιότητος καὶ τῆς ἀκτογραμμῆς ἐπὶ τῶν θελγήτρων τοῦ Παλαιοῦ Φαλήρου. bbox=[1116, 1056, 1434, 1349]
capital-title: Η ΠΡΩΤΕΥΟΥΣΑ bbox=[820, 1646, 1079, 1712]
section-heading: Η ΡΩΣΣΙΑ ΕΤΟΙΜΑΖΕΤΑΙ bbox=[539, 825, 766, 844]
subheading: Νέον κροῦσμα. — Καὶ στρατιῶται. — Ὅλοι εἰς τὴν ἀστυνομίαν bbox=[805, 697, 1093, 732]
column-1 bbox=[208, 137, 555, 2139]
article-paragraph: Ἀναγινώσκομεν ἐν τῇ «Πατρίδι» τοῦ Βουκουρεστίου : bbox=[524, 2084, 782, 2115]
telegraphs-subtitle: ΙΔΙΑΙΤΕΡΑ ΥΠΗΡΕΣΙΑ «ΣΚΡΙΠ» bbox=[243, 776, 474, 794]
article-paragraph: Τοιοῦτο τροχιοδρομικὸν δίκτυον ἑνούμενον μὲ τὰς ὑφιστάμενας ἀνὰ τὰ προάστεια καὶ τὴν πόλιν λοιπὰς γραμμὰς, θὰ ἦτο παράλογον, ἂν δὲν ἀναλογισθῶμεν, ὅτι καθιστᾷ τὰς Ἀθήνας λόγῳ συγκοινωνίας προοδευτικωτάτας. Καὶ αὐτὴ εἶνε ἡ ἐπιβαλλομένη ἀρχὴ μόνον, ἐπακολουθοῦν δὲ αἱ κατόπιν μελλούσαι νὰ λειτουργήσωσι μικρότεραι γραμμαὶ ἀνὰ τὰς λοιπὰς συνοικίας τῆς πόλεως. bbox=[1116, 897, 1434, 1026]
section-heading: ΕΚ ΚΕΡΚΥΡΑΣ bbox=[883, 405, 1015, 425]
section-divider bbox=[208, 715, 508, 718]
subheading: Γενικοὶ πρόξενοι. — Ποῖοι διορίζονται bbox=[543, 1772, 762, 1807]
section-heading: ΘΑΝΑΤΟΣ ΠΟΙΗΤΟΥ bbox=[856, 1160, 1042, 1179]
article-paragraph: Κ' ἐν πρώτοις, πραγματοποιουμένης τῆς πολυθρυλήτου ἑνώσεως τοῦ Παλαιοῦ Φαλήρου καὶ τῶν Ἀθηνῶν φυσικὰ μετὰ τοῦ Πειραιῶς ὑπὸ τοῦ τροχιοδρόμου, ἡ ἑταιρία τούτου θὰ ἐπεκτείνῃ τὴν γραμμὴν τοῦ Παλαιοῦ Φαλήρου μέχρι Πικροδάφνης. Ἔστι δὲ Πικροδάφνη ἁρμοδιωτάτη θέσις διὰ κατασκευὴν γενικῶν σφαγείων Ἀθηνῶν, Πειραιῶς καὶ Φαλήρου. Διὰ τῆς ἐπεκτάσεως τῆς γραμμῆς λύεται τὸ ἄλυτον καὶ τὸ πρὸ τόσων ἐτῶν ἐξασκοῦσαν ν' ἀπασχολῇ ζωηρὸν τὸ ἐνδιαφέρον μας, ζήτημα τῆς ἐξασφαλίσεως καταλλήλου θέσεως πρὸς ἀνέγερσιν εὐρωπαϊκῶν σφαγείων, οὐδεμίαν σχέσιν ἐχόντων πρὸς τὰ ὑφιστάμενα ἀθλιέστατα σφαγεῖα παρὰ τὸν λόφον τοῦ Φιλοπάππου, πρὸς τὰ μικροβιοβριθῆ καὶ βρωμοανυπόφορα Πειραιώτικα, πρὸς τ' αὐτοσχέδια ἐν γένει μικροσφαγεῖα, εἰς ἃ μᾶς εἶνε γνωστόν, ὅτι μεταβάλλονται διὰ τὰ μεγαλοκρεοπωλεῖα καὶ μικρογασάπικα Ἀθηνῶν, Πειραιῶς, Φαλήρου, ἐπιτελοῦνται ἐπικινδύνως τὴν δημοσίαν ὑγείαν. Τὰ σφαγεῖα τῆς Πικροδάφνης θὰ ἀνιδρυθοῦν ὑπὸ τῆς ἑταιρίας τῶν τροχιοδρόμων κατὰ τελειότατον τρόπον παρὰ τὴν ἀκτὴν τῆς θαλάσσης, ἔνθα προχειρότατη καὶ εὐκολωτάτη θὰ καθίσταται ἡ καθαριότης των. Ἐκεῖθεν δὲ δι' εἰδικῶν τραίνων τὰ σφάγια θὰ μεταφέρωνται κατ' εὐθεῖαν εἰς τὰς δημοτικὰς ἀγορὰς Ἀθηνῶν, Φαλήρου καὶ Πειραιῶς, ἄνευ πολλῶν διατυπώσεων. bbox=[1116, 138, 1434, 578]
article-paragraph: ΜΑΔΡΙΤΗ, 26 8)βρίου. — Ἡ ἐπανάστασις τῆς Κούβας ἐξαπλοῦται ἐπὶ τὰ ἄλλα μέρη τὰ ὁποῖα πρὶν εἶχον ἀπόσχει. Κρίνεται ἀναγκαία ἡ ἀποστολὴ 35,000 ἀνδρῶν καὶ πᾶσα ἄλλη ἐνίσχυσις. Αἱ πυρπολήσεις καὶ αἱ διὰ δυναμίτιδος ἀνατινάξεις τῶν τραίνων ἐξακολουθοῦν. bbox=[208, 1516, 508, 1629]
column-rule bbox=[1109, 133, 1110, 2058]
section-rule bbox=[797, 943, 1101, 944]
section-rule bbox=[797, 659, 1101, 660]
subheading: Διονύσιος Μάρκαρης. bbox=[858, 1183, 1040, 1200]
